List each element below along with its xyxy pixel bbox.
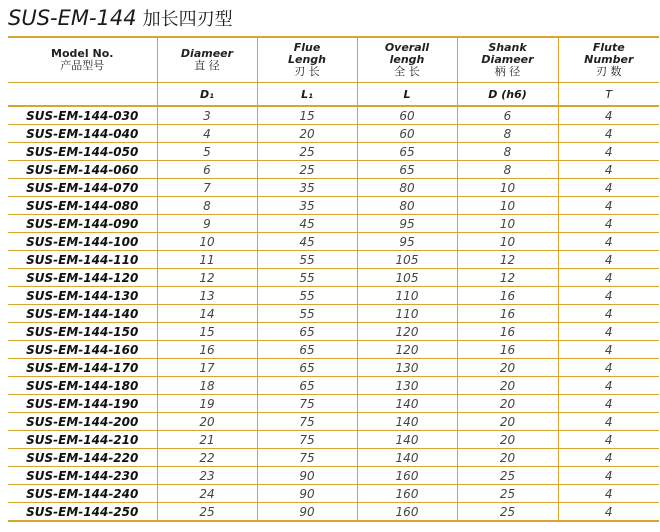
value-cell: 65 bbox=[257, 377, 357, 395]
symbol-row bbox=[8, 83, 659, 107]
value-cell: 4 bbox=[558, 233, 659, 251]
value-cell: 20 bbox=[457, 431, 558, 449]
value-cell: 4 bbox=[558, 179, 659, 197]
value-cell: 75 bbox=[257, 413, 357, 431]
value-cell: 160 bbox=[357, 485, 457, 503]
value-cell: 95 bbox=[357, 233, 457, 251]
value-cell: 130 bbox=[357, 377, 457, 395]
value-cell: 110 bbox=[357, 305, 457, 323]
value-cell: 60 bbox=[357, 125, 457, 143]
table-row bbox=[8, 287, 659, 305]
value-cell: 15 bbox=[157, 323, 257, 341]
value-cell: 130 bbox=[357, 359, 457, 377]
value-cell: 6 bbox=[157, 161, 257, 179]
value-cell: 10 bbox=[457, 215, 558, 233]
symbol-cell: D₁ bbox=[157, 83, 257, 107]
value-cell: 105 bbox=[357, 251, 457, 269]
value-cell: 20 bbox=[257, 125, 357, 143]
model-cell: SUS-EM-144-070 bbox=[8, 179, 157, 197]
value-cell: 120 bbox=[357, 323, 457, 341]
spec-table bbox=[8, 38, 659, 522]
value-cell: 23 bbox=[157, 467, 257, 485]
value-cell: 4 bbox=[558, 215, 659, 233]
column-header bbox=[357, 38, 457, 83]
table-row bbox=[8, 359, 659, 377]
value-cell: 4 bbox=[558, 287, 659, 305]
table-row bbox=[8, 233, 659, 251]
value-cell: 25 bbox=[257, 161, 357, 179]
value-cell: 20 bbox=[457, 413, 558, 431]
model-cell: SUS-EM-144-220 bbox=[8, 449, 157, 467]
header-english: Overall bbox=[384, 41, 430, 54]
value-cell: 13 bbox=[157, 287, 257, 305]
header-english: Model No. bbox=[51, 47, 114, 60]
value-cell: 80 bbox=[357, 179, 457, 197]
table-row bbox=[8, 106, 659, 125]
value-cell: 65 bbox=[257, 359, 357, 377]
value-cell: 4 bbox=[558, 467, 659, 485]
column-header bbox=[8, 38, 157, 83]
table-row bbox=[8, 341, 659, 359]
table-row bbox=[8, 161, 659, 179]
title-chinese: 加长四刃型 bbox=[142, 9, 233, 30]
value-cell: 25 bbox=[457, 503, 558, 522]
value-cell: 22 bbox=[157, 449, 257, 467]
table-row bbox=[8, 251, 659, 269]
model-cell: SUS-EM-144-120 bbox=[8, 269, 157, 287]
value-cell: 20 bbox=[457, 377, 558, 395]
value-cell: 6 bbox=[457, 106, 558, 125]
value-cell: 90 bbox=[257, 485, 357, 503]
table-row bbox=[8, 431, 659, 449]
value-cell: 25 bbox=[457, 467, 558, 485]
value-cell: 35 bbox=[257, 179, 357, 197]
table-row bbox=[8, 143, 659, 161]
table-row bbox=[8, 395, 659, 413]
value-cell: 120 bbox=[357, 341, 457, 359]
value-cell: 4 bbox=[558, 197, 659, 215]
value-cell: 95 bbox=[357, 215, 457, 233]
value-cell: 4 bbox=[558, 395, 659, 413]
header-chinese: 直 径 bbox=[194, 59, 220, 72]
value-cell: 110 bbox=[357, 287, 457, 305]
model-cell: SUS-EM-144-050 bbox=[8, 143, 157, 161]
value-cell: 15 bbox=[257, 106, 357, 125]
model-cell: SUS-EM-144-130 bbox=[8, 287, 157, 305]
header-english: Flue bbox=[293, 41, 321, 54]
value-cell: 4 bbox=[558, 431, 659, 449]
value-cell: 4 bbox=[558, 377, 659, 395]
value-cell: 140 bbox=[357, 449, 457, 467]
model-cell: SUS-EM-144-200 bbox=[8, 413, 157, 431]
value-cell: 4 bbox=[558, 269, 659, 287]
header-english: Lengh bbox=[287, 53, 326, 66]
model-cell: SUS-EM-144-160 bbox=[8, 341, 157, 359]
value-cell: 60 bbox=[357, 106, 457, 125]
model-cell: SUS-EM-144-180 bbox=[8, 377, 157, 395]
value-cell: 75 bbox=[257, 431, 357, 449]
symbol-cell bbox=[8, 83, 157, 107]
header-chinese: 产品型号 bbox=[60, 59, 105, 72]
value-cell: 20 bbox=[457, 359, 558, 377]
header-english: Flute bbox=[592, 41, 625, 54]
table-row bbox=[8, 503, 659, 522]
value-cell: 4 bbox=[558, 251, 659, 269]
value-cell: 3 bbox=[157, 106, 257, 125]
header-english: Number bbox=[584, 53, 634, 66]
value-cell: 55 bbox=[257, 269, 357, 287]
table-row bbox=[8, 197, 659, 215]
model-cell: SUS-EM-144-080 bbox=[8, 197, 157, 215]
value-cell: 4 bbox=[558, 305, 659, 323]
value-cell: 4 bbox=[157, 125, 257, 143]
value-cell: 140 bbox=[357, 395, 457, 413]
model-cell: SUS-EM-144-100 bbox=[8, 233, 157, 251]
symbol-cell: L₁ bbox=[257, 83, 357, 107]
value-cell: 20 bbox=[457, 449, 558, 467]
value-cell: 45 bbox=[257, 233, 357, 251]
header-english: Shank bbox=[488, 41, 527, 54]
value-cell: 4 bbox=[558, 106, 659, 125]
value-cell: 80 bbox=[357, 197, 457, 215]
table-row bbox=[8, 413, 659, 431]
value-cell: 8 bbox=[457, 161, 558, 179]
model-cell: SUS-EM-144-140 bbox=[8, 305, 157, 323]
value-cell: 140 bbox=[357, 431, 457, 449]
value-cell: 4 bbox=[558, 143, 659, 161]
value-cell: 7 bbox=[157, 179, 257, 197]
value-cell: 65 bbox=[257, 323, 357, 341]
value-cell: 10 bbox=[457, 197, 558, 215]
value-cell: 16 bbox=[457, 341, 558, 359]
model-cell: SUS-EM-144-210 bbox=[8, 431, 157, 449]
model-cell: SUS-EM-144-040 bbox=[8, 125, 157, 143]
value-cell: 35 bbox=[257, 197, 357, 215]
table-row bbox=[8, 215, 659, 233]
value-cell: 12 bbox=[457, 269, 558, 287]
value-cell: 105 bbox=[357, 269, 457, 287]
symbol-cell: D (h6) bbox=[457, 83, 558, 107]
value-cell: 16 bbox=[157, 341, 257, 359]
model-cell: SUS-EM-144-190 bbox=[8, 395, 157, 413]
value-cell: 16 bbox=[457, 323, 558, 341]
table-body bbox=[8, 106, 659, 521]
table-row bbox=[8, 467, 659, 485]
title-model: SUS-EM-144 bbox=[8, 6, 137, 30]
value-cell: 8 bbox=[457, 125, 558, 143]
model-cell: SUS-EM-144-250 bbox=[8, 503, 157, 522]
symbol-cell: T bbox=[558, 83, 659, 107]
value-cell: 90 bbox=[257, 503, 357, 522]
value-cell: 4 bbox=[558, 413, 659, 431]
table-row bbox=[8, 485, 659, 503]
model-cell: SUS-EM-144-170 bbox=[8, 359, 157, 377]
header-row bbox=[8, 38, 659, 83]
header-english: Diameer bbox=[481, 53, 534, 66]
column-header bbox=[257, 38, 357, 83]
model-cell: SUS-EM-144-150 bbox=[8, 323, 157, 341]
value-cell: 4 bbox=[558, 161, 659, 179]
table-row bbox=[8, 125, 659, 143]
model-cell: SUS-EM-144-060 bbox=[8, 161, 157, 179]
value-cell: 45 bbox=[257, 215, 357, 233]
model-cell: SUS-EM-144-030 bbox=[8, 106, 157, 125]
value-cell: 12 bbox=[457, 251, 558, 269]
value-cell: 25 bbox=[257, 143, 357, 161]
value-cell: 10 bbox=[457, 233, 558, 251]
value-cell: 18 bbox=[157, 377, 257, 395]
value-cell: 24 bbox=[157, 485, 257, 503]
value-cell: 160 bbox=[357, 503, 457, 522]
header-english: Diameer bbox=[180, 47, 234, 60]
value-cell: 4 bbox=[558, 323, 659, 341]
value-cell: 20 bbox=[157, 413, 257, 431]
value-cell: 16 bbox=[457, 305, 558, 323]
value-cell: 12 bbox=[157, 269, 257, 287]
header-chinese: 刃 数 bbox=[596, 65, 622, 78]
value-cell: 20 bbox=[457, 395, 558, 413]
header-chinese: 刃 长 bbox=[294, 65, 320, 78]
value-cell: 19 bbox=[157, 395, 257, 413]
header-chinese: 全 长 bbox=[394, 65, 420, 78]
table-row bbox=[8, 449, 659, 467]
value-cell: 55 bbox=[257, 305, 357, 323]
header-chinese: 柄 径 bbox=[494, 65, 521, 78]
model-cell: SUS-EM-144-240 bbox=[8, 485, 157, 503]
column-header bbox=[157, 38, 257, 83]
value-cell: 25 bbox=[157, 503, 257, 522]
value-cell: 140 bbox=[357, 413, 457, 431]
value-cell: 17 bbox=[157, 359, 257, 377]
value-cell: 21 bbox=[157, 431, 257, 449]
model-cell: SUS-EM-144-230 bbox=[8, 467, 157, 485]
value-cell: 4 bbox=[558, 503, 659, 522]
value-cell: 65 bbox=[357, 161, 457, 179]
value-cell: 25 bbox=[457, 485, 558, 503]
value-cell: 4 bbox=[558, 341, 659, 359]
symbol-cell: L bbox=[357, 83, 457, 107]
value-cell: 10 bbox=[157, 233, 257, 251]
value-cell: 4 bbox=[558, 359, 659, 377]
value-cell: 5 bbox=[157, 143, 257, 161]
page-title bbox=[8, 4, 233, 32]
column-header bbox=[457, 38, 558, 83]
value-cell: 4 bbox=[558, 449, 659, 467]
value-cell: 4 bbox=[558, 485, 659, 503]
value-cell: 4 bbox=[558, 125, 659, 143]
table-row bbox=[8, 323, 659, 341]
value-cell: 65 bbox=[357, 143, 457, 161]
value-cell: 55 bbox=[257, 287, 357, 305]
table-row bbox=[8, 305, 659, 323]
table-row bbox=[8, 179, 659, 197]
value-cell: 14 bbox=[157, 305, 257, 323]
value-cell: 55 bbox=[257, 251, 357, 269]
value-cell: 16 bbox=[457, 287, 558, 305]
value-cell: 65 bbox=[257, 341, 357, 359]
table-row bbox=[8, 377, 659, 395]
value-cell: 10 bbox=[457, 179, 558, 197]
value-cell: 75 bbox=[257, 449, 357, 467]
column-header bbox=[558, 38, 659, 83]
value-cell: 75 bbox=[257, 395, 357, 413]
value-cell: 9 bbox=[157, 215, 257, 233]
model-cell: SUS-EM-144-090 bbox=[8, 215, 157, 233]
value-cell: 8 bbox=[457, 143, 558, 161]
value-cell: 90 bbox=[257, 467, 357, 485]
header-english: lengh bbox=[389, 53, 425, 66]
table-row bbox=[8, 269, 659, 287]
value-cell: 11 bbox=[157, 251, 257, 269]
value-cell: 160 bbox=[357, 467, 457, 485]
model-cell: SUS-EM-144-110 bbox=[8, 251, 157, 269]
value-cell: 8 bbox=[157, 197, 257, 215]
